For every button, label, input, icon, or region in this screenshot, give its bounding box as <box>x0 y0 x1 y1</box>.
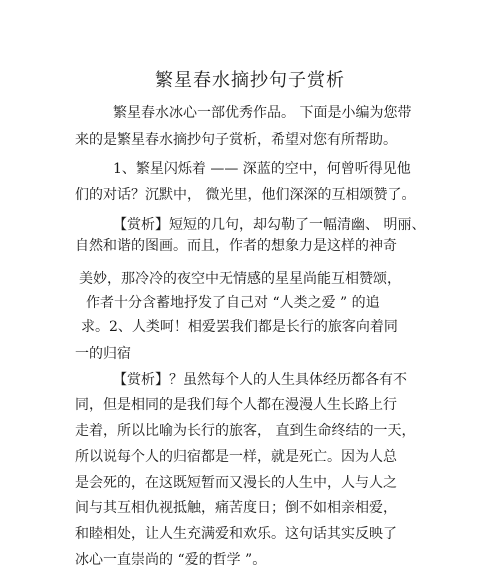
paragraph-line: 一的归宿 <box>75 346 131 362</box>
paragraph-line: 间与其互相仇视抵触，痛苦度日；倒不如相亲相爱， <box>75 500 397 516</box>
paragraph-line: 走着，所以比喻为长行的旅客， 直到生命终结的一天， <box>75 423 416 439</box>
paragraph-line: 是会死的，在这既短暂而又漫长的人生中，人与人之 <box>75 475 397 491</box>
paragraph-line: 作者十分含蓄地抒发了自己对 “人类之爱 ” 的追 <box>86 295 380 311</box>
paragraph-line: 同，但是相同的是我们每个人都在漫漫人生长路上行 <box>75 397 397 413</box>
paragraph-line: 繁星春水冰心一部优秀作品。 下面是小编为您带 <box>113 105 412 121</box>
paragraph-line: 们的对话？沉默中， 微光里，他们深深的互相颂赞了。 <box>75 187 416 203</box>
paragraph-line: 所以说每个人的归宿都是一样，就是死亡。因为人总 <box>75 449 397 465</box>
paragraph-line: 冰心一直崇尚的 “爱的哲学 ”。 <box>75 552 267 568</box>
paragraph-line: 自然和谐的图画。而且，作者的想象力是这样的神奇 <box>75 238 397 254</box>
paragraph-line: 1、繁星闪烁着 —— 深蓝的空中，何曾听得见他 <box>113 161 411 177</box>
paragraph-line: 美妙，那冷冷的夜空中无情感的星星尚能互相赞颂， <box>79 271 401 287</box>
paragraph-line: 【赏析】短短的几句，却勾勒了一幅清幽、 明丽、 <box>113 217 426 233</box>
document-title: 繁星春水摘抄句子赏析 <box>155 70 345 91</box>
paragraph-line: 和睦相处，让人生充满爱和欢乐。这句话其实反映了 <box>75 526 397 542</box>
paragraph-line: 来的是繁星春水摘抄句子赏析，希望对您有所帮助。 <box>75 132 397 148</box>
paragraph-line: 求。2、人类呵！相爱罢我们都是长行的旅客向着同 <box>81 319 398 335</box>
paragraph-line: 【赏析】？虽然每个人的人生具体经历都各有不 <box>113 372 407 388</box>
